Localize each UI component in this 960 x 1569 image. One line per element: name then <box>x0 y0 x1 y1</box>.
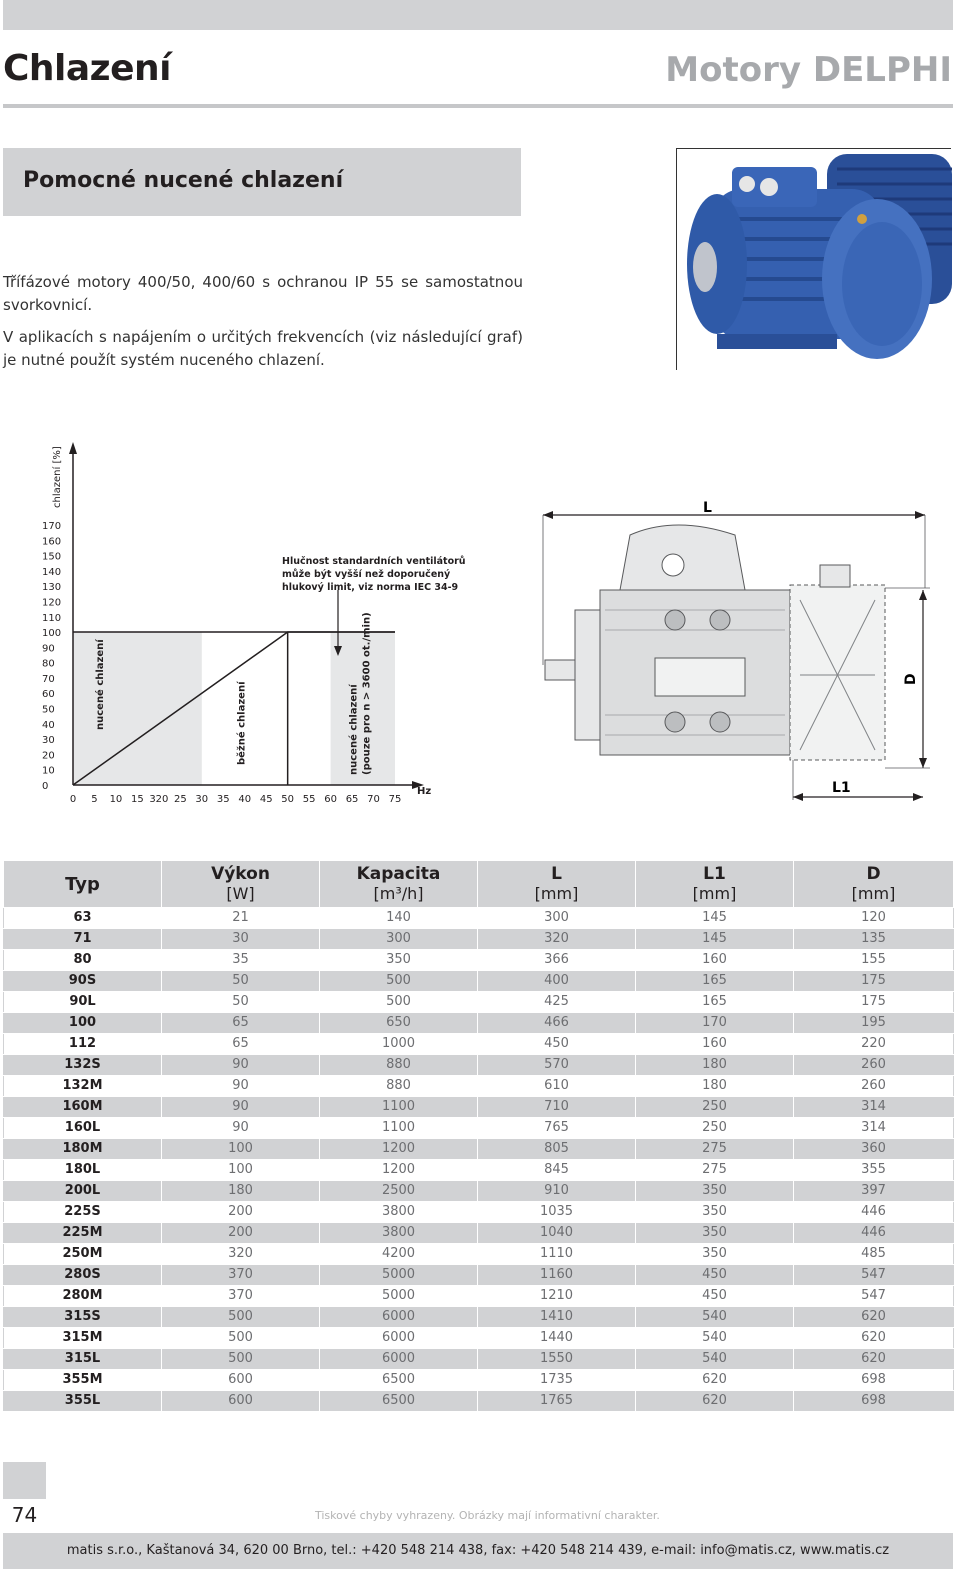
table-cell: 350 <box>636 1244 794 1265</box>
table-header-row <box>4 861 954 908</box>
table-row <box>4 929 954 950</box>
y-tick-label: 150 <box>42 551 62 563</box>
table-cell: 35 <box>162 950 320 971</box>
table-cell: 90 <box>162 1055 320 1076</box>
table-cell: 370 <box>162 1286 320 1307</box>
table-cell: 1200 <box>320 1139 478 1160</box>
x-tick-label: 35 <box>216 794 230 805</box>
table-cell: 30 <box>162 929 320 950</box>
table-cell: 300 <box>478 908 636 929</box>
y-tick-label: 90 <box>42 643 55 655</box>
table-cell: 315L <box>4 1349 162 1370</box>
y-tick-label: 60 <box>42 689 55 701</box>
table-cell: 610 <box>478 1076 636 1097</box>
table-cell: 145 <box>636 908 794 929</box>
table-row <box>4 1202 954 1223</box>
table-cell: 21 <box>162 908 320 929</box>
table-cell: 570 <box>478 1055 636 1076</box>
dim-D-label: D <box>903 673 919 685</box>
x-tick-label: 70 <box>367 794 380 805</box>
table-cell: 650 <box>320 1013 478 1034</box>
table-cell: 500 <box>320 992 478 1013</box>
table-row <box>4 1013 954 1034</box>
region-label: běžné chlazení <box>236 681 248 765</box>
table-cell: 446 <box>794 1202 954 1223</box>
table-cell: 260 <box>794 1055 954 1076</box>
table-row <box>4 1139 954 1160</box>
table-cell: 620 <box>794 1349 954 1370</box>
table-cell: 180M <box>4 1139 162 1160</box>
table-row <box>4 971 954 992</box>
x-tick-label: 25 <box>173 794 187 805</box>
section-header <box>3 148 521 216</box>
y-tick-label: 50 <box>42 704 55 716</box>
table-cell: 450 <box>478 1034 636 1055</box>
y-tick-label: 120 <box>42 597 62 609</box>
x-tick-label: 55 <box>302 794 316 805</box>
table-cell: 180 <box>162 1181 320 1202</box>
table-cell: 360 <box>794 1139 954 1160</box>
disclaimer: Tiskové chyby vyhrazeny. Obrázky mají informativní charakter. <box>315 1509 660 1522</box>
x-tick-label: 5 <box>91 794 98 805</box>
motor-dimension-drawing <box>535 490 955 810</box>
table-cell: 120 <box>794 908 954 929</box>
x-tick-label: 75 <box>388 794 402 805</box>
table-cell: 540 <box>636 1349 794 1370</box>
table-cell: 1110 <box>478 1244 636 1265</box>
table-cell: 90S <box>4 971 162 992</box>
table-cell: 300 <box>320 929 478 950</box>
table-cell: 175 <box>794 971 954 992</box>
y-tick-label: 110 <box>42 612 62 624</box>
table-cell: 355L <box>4 1391 162 1412</box>
table-cell: 71 <box>4 929 162 950</box>
table-row <box>4 1118 954 1139</box>
table-cell: 540 <box>636 1307 794 1328</box>
x-tick-label: 30 <box>195 794 209 805</box>
spec-table <box>3 860 954 1412</box>
table-cell: 65 <box>162 1013 320 1034</box>
header-typ: Typ <box>4 861 162 908</box>
table-cell: 6000 <box>320 1307 478 1328</box>
annotation-line-3: hlukový limit, viz norma IEC 34-9 <box>282 582 459 593</box>
section-title: Pomocné nucené chlazení <box>23 168 344 193</box>
table-cell: 1410 <box>478 1307 636 1328</box>
y-tick-label: 10 <box>42 765 55 777</box>
table-cell: 50 <box>162 971 320 992</box>
x-tick-label: 10 <box>109 794 123 805</box>
table-cell: 195 <box>794 1013 954 1034</box>
table-cell: 314 <box>794 1097 954 1118</box>
x-tick-label: 60 <box>324 794 337 805</box>
table-cell: 145 <box>636 929 794 950</box>
x-tick-label: 320 <box>149 794 169 805</box>
table-cell: 6500 <box>320 1391 478 1412</box>
header-l1: L1 [mm] <box>636 861 794 908</box>
table-cell: 350 <box>636 1202 794 1223</box>
table-row <box>4 1286 954 1307</box>
table-cell: 500 <box>162 1349 320 1370</box>
x-tick-label: 40 <box>238 794 252 805</box>
table-cell: 1210 <box>478 1286 636 1307</box>
table-row <box>4 1370 954 1391</box>
y-tick-label: 140 <box>42 566 62 578</box>
table-cell: 1035 <box>478 1202 636 1223</box>
table-cell: 65 <box>162 1034 320 1055</box>
table-cell: 1100 <box>320 1118 478 1139</box>
region-label: nucené chlazení <box>95 639 107 730</box>
table-cell: 350 <box>636 1181 794 1202</box>
table-cell: 350 <box>636 1223 794 1244</box>
table-cell: 3800 <box>320 1223 478 1244</box>
table-cell: 500 <box>162 1307 320 1328</box>
table-cell: 100 <box>4 1013 162 1034</box>
region-sublabel: (pouze pro n > 3600 ot./min) <box>361 612 373 775</box>
dim-L-label: L <box>703 500 712 516</box>
table-cell: 366 <box>478 950 636 971</box>
table-cell: 280M <box>4 1286 162 1307</box>
table-cell: 225M <box>4 1223 162 1244</box>
page-title: Chlazení <box>3 48 172 89</box>
table-cell: 160M <box>4 1097 162 1118</box>
table-cell: 160 <box>636 950 794 971</box>
x-tick-label: 45 <box>259 794 273 805</box>
table-cell: 132M <box>4 1076 162 1097</box>
table-cell: 90 <box>162 1118 320 1139</box>
table-row <box>4 1349 954 1370</box>
table-cell: 765 <box>478 1118 636 1139</box>
y-tick-label: 80 <box>42 658 55 670</box>
x-tick-label: 65 <box>345 794 359 805</box>
table-cell: 135 <box>794 929 954 950</box>
x-axis-label: Hz <box>417 786 432 797</box>
table-cell: 1550 <box>478 1349 636 1370</box>
table-cell: 485 <box>794 1244 954 1265</box>
chart-region-shade <box>73 632 202 785</box>
table-cell: 132S <box>4 1055 162 1076</box>
table-cell: 6000 <box>320 1328 478 1349</box>
header-l: L [mm] <box>478 861 636 908</box>
page-number-box <box>3 1462 46 1499</box>
table-cell: 180 <box>636 1076 794 1097</box>
intro-paragraph-2: V aplikacích s napájením o určitých frekvencích (viz následující graf) je nutné použít systém nuceného chlazení. <box>3 328 523 369</box>
y-tick-label: 100 <box>42 628 62 640</box>
table-cell: 1765 <box>478 1391 636 1412</box>
table-cell: 165 <box>636 992 794 1013</box>
table-row <box>4 908 954 929</box>
header-d: D [mm] <box>794 861 954 908</box>
footer-bar <box>3 1533 953 1569</box>
table-cell: 620 <box>794 1307 954 1328</box>
y-tick-label: 30 <box>42 735 55 747</box>
table-cell: 5000 <box>320 1265 478 1286</box>
table-cell: 710 <box>478 1097 636 1118</box>
table-cell: 260 <box>794 1076 954 1097</box>
table-cell: 845 <box>478 1160 636 1181</box>
table-cell: 160L <box>4 1118 162 1139</box>
x-tick-label: 0 <box>69 794 77 805</box>
y-tick-label: 130 <box>42 582 62 594</box>
table-cell: 620 <box>636 1370 794 1391</box>
table-cell: 175 <box>794 992 954 1013</box>
table-cell: 446 <box>794 1223 954 1244</box>
table-cell: 620 <box>794 1328 954 1349</box>
table-cell: 165 <box>636 971 794 992</box>
x-tick-label: 50 <box>281 794 295 805</box>
table-row <box>4 1055 954 1076</box>
y-tick-label: 170 <box>42 521 62 532</box>
table-cell: 425 <box>478 992 636 1013</box>
table-cell: 620 <box>636 1391 794 1412</box>
table-cell: 200 <box>162 1223 320 1244</box>
table-cell: 280S <box>4 1265 162 1286</box>
table-cell: 220 <box>794 1034 954 1055</box>
table-cell: 160 <box>636 1034 794 1055</box>
table-cell: 450 <box>636 1286 794 1307</box>
table-row <box>4 1160 954 1181</box>
cooling-chart <box>20 440 466 820</box>
table-cell: 547 <box>794 1286 954 1307</box>
table-cell: 6500 <box>320 1370 478 1391</box>
table-cell: 90 <box>162 1076 320 1097</box>
table-row <box>4 1181 954 1202</box>
table-cell: 600 <box>162 1391 320 1412</box>
table-row <box>4 1223 954 1244</box>
table-row <box>4 1244 954 1265</box>
header-vykon: Výkon [W] <box>162 861 320 908</box>
header-rule <box>3 104 953 108</box>
dim-L1-label: L1 <box>832 780 851 796</box>
table-cell: 355 <box>794 1160 954 1181</box>
annotation-line-1: Hlučnost standardních ventilátorů <box>282 556 466 567</box>
table-cell: 698 <box>794 1370 954 1391</box>
y-tick-label: 160 <box>42 536 62 548</box>
table-row <box>4 1076 954 1097</box>
table-cell: 6000 <box>320 1349 478 1370</box>
table-cell: 500 <box>162 1328 320 1349</box>
table-cell: 466 <box>478 1013 636 1034</box>
table-cell: 1735 <box>478 1370 636 1391</box>
table-cell: 1100 <box>320 1097 478 1118</box>
y-axis-label: chlazení [%] <box>52 446 63 508</box>
table-cell: 450 <box>636 1265 794 1286</box>
table-cell: 880 <box>320 1055 478 1076</box>
x-tick-label: 15 <box>131 794 144 805</box>
table-cell: 698 <box>794 1391 954 1412</box>
table-cell: 315M <box>4 1328 162 1349</box>
table-cell: 250M <box>4 1244 162 1265</box>
table-cell: 355M <box>4 1370 162 1391</box>
table-cell: 397 <box>794 1181 954 1202</box>
brand-title: Motory DELPHI <box>665 50 952 90</box>
header-kapacita: Kapacita [m³/h] <box>320 861 478 908</box>
table-cell: 370 <box>162 1265 320 1286</box>
table-cell: 350 <box>320 950 478 971</box>
table-cell: 100 <box>162 1160 320 1181</box>
table-cell: 1200 <box>320 1160 478 1181</box>
intro-paragraph-1: Třífázové motory 400/50, 400/60 s ochranou IP 55 se samostatnou svorkovnicí. <box>3 273 523 314</box>
table-cell: 200 <box>162 1202 320 1223</box>
table-cell: 314 <box>794 1118 954 1139</box>
company-info: matis s.r.o., Kaštanová 34, 620 00 Brno, tel.: +420 548 214 438, fax: +420 548 214 439, e-mail: info@matis.cz, www.matis.cz <box>66 1543 890 1558</box>
table-row <box>4 950 954 971</box>
table-cell: 250 <box>636 1097 794 1118</box>
table-cell: 600 <box>162 1370 320 1391</box>
table-cell: 1000 <box>320 1034 478 1055</box>
table-cell: 50 <box>162 992 320 1013</box>
page-number: 74 <box>11 1503 38 1527</box>
table-cell: 1160 <box>478 1265 636 1286</box>
table-cell: 155 <box>794 950 954 971</box>
table-cell: 805 <box>478 1139 636 1160</box>
table-cell: 4200 <box>320 1244 478 1265</box>
table-cell: 320 <box>162 1244 320 1265</box>
table-row <box>4 992 954 1013</box>
table-cell: 170 <box>636 1013 794 1034</box>
y-axis-arrow <box>69 442 77 454</box>
table-cell: 1040 <box>478 1223 636 1244</box>
table-cell: 315S <box>4 1307 162 1328</box>
region-label: nucené chlazení <box>348 684 360 775</box>
table-cell: 90L <box>4 992 162 1013</box>
table-cell: 500 <box>320 971 478 992</box>
table-cell: 540 <box>636 1328 794 1349</box>
motor-photo <box>676 148 951 370</box>
table-cell: 90 <box>162 1097 320 1118</box>
table-row <box>4 1391 954 1412</box>
table-cell: 275 <box>636 1160 794 1181</box>
table-cell: 880 <box>320 1076 478 1097</box>
table-cell: 80 <box>4 950 162 971</box>
table-cell: 2500 <box>320 1181 478 1202</box>
table-cell: 180 <box>636 1055 794 1076</box>
table-row <box>4 1265 954 1286</box>
table-row <box>4 1328 954 1349</box>
table-cell: 5000 <box>320 1286 478 1307</box>
table-cell: 910 <box>478 1181 636 1202</box>
table-cell: 1440 <box>478 1328 636 1349</box>
table-cell: 100 <box>162 1139 320 1160</box>
table-cell: 63 <box>4 908 162 929</box>
y-tick-label: 70 <box>42 673 55 685</box>
table-cell: 250 <box>636 1118 794 1139</box>
table-cell: 547 <box>794 1265 954 1286</box>
table-row <box>4 1307 954 1328</box>
y-tick-label: 40 <box>42 719 55 731</box>
annotation-line-2: může být vyšší než doporučený <box>282 569 451 580</box>
table-cell: 400 <box>478 971 636 992</box>
table-cell: 140 <box>320 908 478 929</box>
y-tick-label: 20 <box>42 750 55 762</box>
table-cell: 225S <box>4 1202 162 1223</box>
table-cell: 320 <box>478 929 636 950</box>
table-cell: 275 <box>636 1139 794 1160</box>
top-bar <box>3 0 953 30</box>
table-cell: 3800 <box>320 1202 478 1223</box>
table-row <box>4 1034 954 1055</box>
table-cell: 112 <box>4 1034 162 1055</box>
table-row <box>4 1097 954 1118</box>
table-cell: 180L <box>4 1160 162 1181</box>
y-tick-label: 0 <box>42 781 49 792</box>
table-cell: 200L <box>4 1181 162 1202</box>
